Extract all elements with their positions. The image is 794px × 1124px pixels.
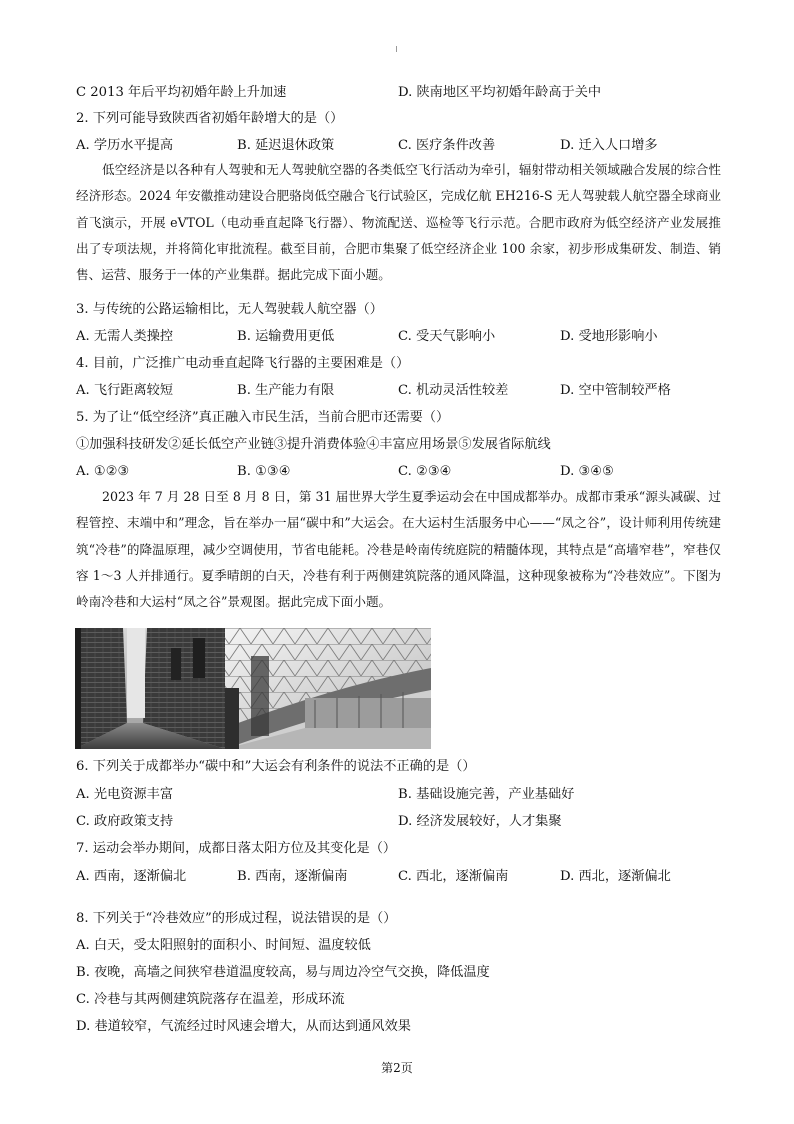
q7-option-b: B. 西南，逐渐偏南 [237,869,348,884]
top-mark [396,46,397,52]
q8-option-c: C. 冷巷与其两侧建筑院落存在温差，形成环流 [76,992,345,1007]
q3-option-c: C. 受天气影响小 [398,329,496,344]
q4-option-b: B. 生产能力有限 [237,383,335,398]
q6-option-c: C. 政府政策支持 [76,814,174,829]
q3-option-a: A. 无需人类操控 [76,329,174,344]
question-7-stem: 7. 运动会举办期间，成都日落太阳方位及其变化是（） [76,841,397,856]
q4-option-d: D. 空中管制较严格 [560,383,671,398]
q4-option-a: A. 飞行距离较短 [76,383,174,398]
question-8-stem: 8. 下列关于“冷巷效应”的形成过程，说法错误的是（） [76,911,397,926]
q4-option-c: C. 机动灵活性较差 [398,383,509,398]
q6-option-d: D. 经济发展较好，人才集聚 [398,814,562,829]
page-number: 第2页 [381,1061,413,1075]
question-3-stem: 3. 与传统的公路运输相比，无人驾驶载人航空器（） [76,302,383,317]
q2-option-d: D. 迁入人口增多 [560,138,658,153]
q5-option-a: A. ①②③ [76,464,130,479]
q5-option-d: D. ③④⑤ [560,464,614,479]
q7-option-c: C. 西北，逐渐偏南 [398,869,509,884]
q6-option-b: B. 基础设施完善，产业基础好 [398,787,575,802]
question-6-stem: 6. 下列关于成都举办“碳中和”大运会有利条件的说法不正确的是（） [76,759,476,774]
q2-option-b: B. 延迟退休政策 [237,138,335,153]
q5-items: ①加强科技研发②延长低空产业链③提升消费体验④丰富应用场景⑤发展省际航线 [76,437,551,452]
q2-option-a: A. 学历水平提高 [76,138,174,153]
q5-option-b: B. ①③④ [237,464,291,479]
q7-option-d: D. 西北，逐渐偏北 [560,869,671,884]
alley-and-phoenix-valley-photo [75,628,431,749]
q3-option-d: D. 受地形影响小 [560,329,658,344]
q2-option-c: C. 医疗条件改善 [398,138,496,153]
q5-option-c: C. ②③④ [398,464,452,479]
q6-option-a: A. 光电资源丰富 [76,787,174,802]
passage-low-altitude-economy: 低空经济是以各种有人驾驶和无人驾驶航空器的各类低空飞行活动为牵引，辐射带动相关领域融合发展的综合性经济形态。2024 年安徽推动建设合肥骆岗低空融合飞行试验区，完成亿航 EH216-S 无人驾驶载人航空器全球商业首飞演示，开展 eVTOL（电动垂直起降飞行器）、物流配送、巡检等飞行示范。合肥市政府为低空经济产业发展推出了专项法规，并将简化审批流程。截至目前，合肥市集聚了低空经济企业 100 余家，初步形成集研发、制造、销售、运营、服务于一体的产业集群。据此完成下面小题。 [76,162,721,283]
option-c-prev: C 2013 年后平均初婚年龄上升加速 [76,85,287,100]
q3-option-b: B. 运输费用更低 [237,329,335,344]
option-d-prev: D. 陕南地区平均初婚年龄高于关中 [398,85,602,100]
q8-option-a: A. 白天，受太阳照射的面积小、时间短、温度较低 [76,938,371,953]
question-5-stem: 5. 为了让“低空经济”真正融入市民生活，当前合肥市还需要（） [76,410,450,425]
question-2-stem: 2. 下列可能导致陕西省初婚年龄增大的是（） [76,111,344,126]
question-4-stem: 4. 目前，广泛推广电动垂直起降飞行器的主要困难是（） [76,356,410,371]
q7-option-a: A. 西南，逐渐偏北 [76,869,187,884]
passage-cold-alley: 2023 年 7 月 28 日至 8 月 8 日，第 31 届世界大学生夏季运动会在中国成都举办。成都市秉承“源头减碳、过程管控、末端中和”理念，旨在举办一届“碳中和”大运会。在大运村生活服务中心——“凤之谷”，设计师利用传统建筑“冷巷”的降温原理，减少空调使用，节省电能耗。冷巷是岭南传统庭院的精髓体现，其特点是“高墙窄巷”，窄巷仅容 1～3 人并排通行。夏季晴朗的白天，冷巷有利于两侧建筑院落的通风降温，这种现象被称为“冷巷效应”。下图为岭南冷巷和大运村“凤之谷”景观图。据此完成下面小题。 [76,489,721,610]
q8-option-b: B. 夜晚，高墙之间狭窄巷道温度较高，易与周边冷空气交换，降低温度 [76,965,490,980]
landscape-photo-illustration [75,628,431,749]
q8-option-d: D. 巷道较窄，气流经过时风速会增大，从而达到通风效果 [76,1019,411,1034]
